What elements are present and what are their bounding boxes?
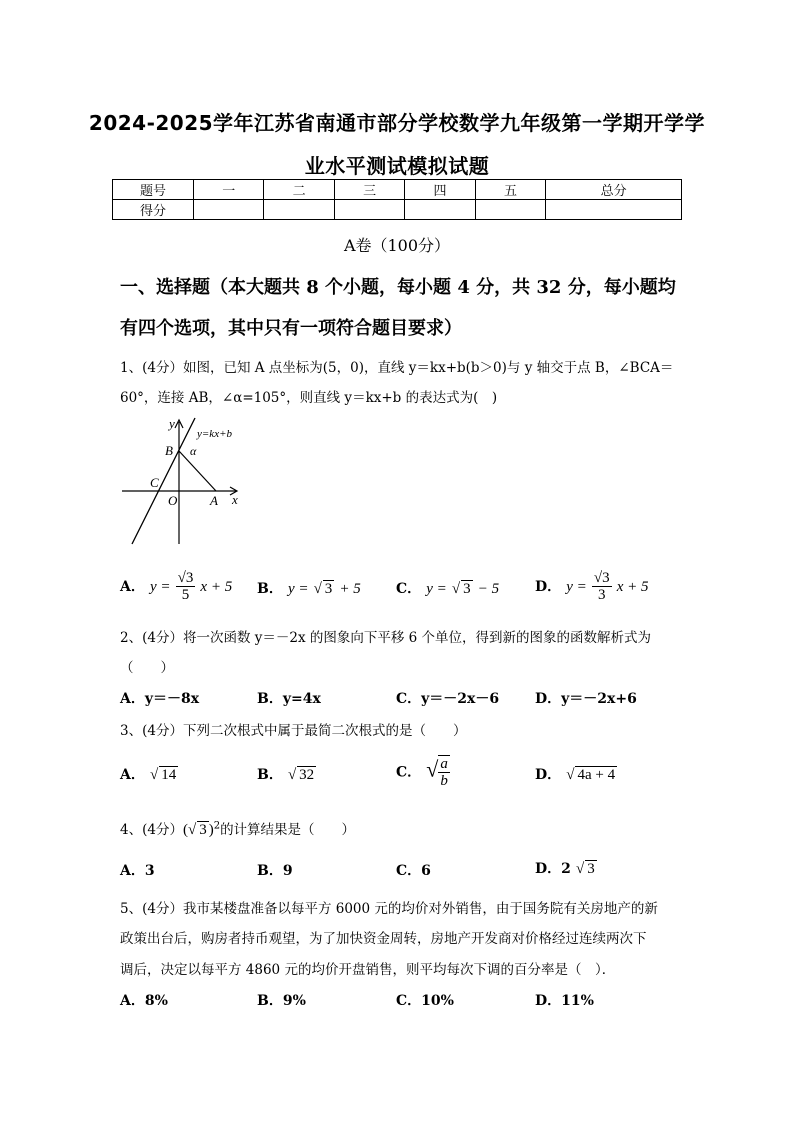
label-c: C xyxy=(150,475,159,490)
section-1-heading: 一、选择题（本大题共 8 个小题，每小题 4 分，共 32 分，每小题均 xyxy=(120,277,676,298)
question-3-option-b xyxy=(257,764,316,784)
question-1-option-c xyxy=(396,578,499,598)
score-cell xyxy=(475,200,545,220)
sqrt-radicand: 14 xyxy=(161,767,177,783)
fraction-denominator: b xyxy=(440,773,448,789)
score-cell xyxy=(334,200,404,220)
question-3-option-d xyxy=(535,764,617,784)
option-expr-lhs: y = xyxy=(426,581,447,597)
score-cell xyxy=(264,200,334,220)
question-1-option-b xyxy=(257,578,361,598)
score-table-row xyxy=(113,200,682,220)
sqrt-symbol: √ xyxy=(187,822,197,838)
sqrt-symbol: √ xyxy=(566,767,575,783)
question-5-text-cont: 政策出台后，购房者持币观望，为了加快资金周转，房地产开发商对价格经过连续两次下 xyxy=(120,931,647,947)
sqrt-symbol: √ xyxy=(575,861,585,877)
question-1-option-a xyxy=(120,570,232,603)
fraction-numerator: √3 xyxy=(177,570,194,586)
option-expr-rest: x + 5 xyxy=(616,579,649,595)
question-5-option-b: B．9% xyxy=(257,993,306,1009)
title-line-1: 2024-2025学年江苏省南通市部分学校数学九年级第一学期开学学 xyxy=(88,111,706,135)
score-cell: 二 xyxy=(264,180,334,200)
question-2-option-a: A．y＝－8x xyxy=(120,691,200,707)
sqrt-radicand: 3 xyxy=(324,581,333,597)
question-2-text-cont: （ ） xyxy=(120,660,174,676)
option-expr-lhs: y = xyxy=(287,581,309,597)
line-y-kx-b xyxy=(132,418,195,544)
option-fraction xyxy=(176,570,196,603)
label-line: y=kx+b xyxy=(197,428,232,440)
label-y: y xyxy=(169,416,175,431)
sqrt-radicand: 3 xyxy=(199,822,207,838)
score-table xyxy=(112,179,682,220)
question-5-text: 5、(4分）我市某楼盘准备以每平方 6000 元的均价对外销售，由于国务院有关房地产的新 xyxy=(120,901,658,917)
sqrt-symbol: √ xyxy=(451,581,461,597)
sqrt-fraction xyxy=(438,755,450,789)
sqrt-symbol: √ xyxy=(287,767,297,783)
option-letter: D． xyxy=(535,767,562,783)
option-label: D．2 xyxy=(535,861,571,877)
label-b: B xyxy=(165,443,173,458)
option-letter: A． xyxy=(120,579,145,595)
sqrt-radicand: 32 xyxy=(299,767,315,783)
expr-exponent: 2 xyxy=(213,820,221,832)
question-4-option-c: C．6 xyxy=(396,863,431,879)
score-cell xyxy=(194,200,264,220)
title-line-2: 业水平测试模拟试题 xyxy=(304,154,490,178)
question-5-text-cont2: 调后，决定以每平方 4860 元的均价开盘销售，则平均每次下调的百分率是（ ）． xyxy=(120,962,616,978)
sqrt-symbol: √ xyxy=(149,767,159,783)
score-cell: 题号 xyxy=(113,180,194,200)
option-expr-lhs: y = xyxy=(149,579,171,595)
score-cell: 得分 xyxy=(113,200,194,220)
option-letter: D． xyxy=(535,579,562,595)
question-5-option-d: D．11% xyxy=(535,993,594,1009)
label-x: x xyxy=(232,492,238,507)
option-expr-rest: − 5 xyxy=(477,581,500,597)
sqrt-radicand: 3 xyxy=(587,861,595,877)
option-letter: C． xyxy=(396,581,422,597)
sqrt-symbol: √ xyxy=(313,581,322,597)
question-5-option-c: C．10% xyxy=(396,993,454,1009)
fraction-numerator: a xyxy=(440,756,448,772)
score-cell: 总分 xyxy=(546,180,682,200)
question-4-prefix: 4、(4分） xyxy=(120,822,183,838)
sqrt-radicand: 3 xyxy=(463,581,471,597)
question-2-option-b: B．y=4x xyxy=(257,691,321,707)
label-o: O xyxy=(168,493,178,508)
score-cell xyxy=(405,200,475,220)
segment-ab xyxy=(179,451,216,491)
option-letter: B． xyxy=(257,767,283,783)
fraction-numerator: √3 xyxy=(593,570,610,586)
question-1-option-d xyxy=(535,570,648,603)
question-1-figure xyxy=(118,414,258,549)
expr-open-paren: ( xyxy=(182,822,188,838)
fraction-denominator: 5 xyxy=(181,587,190,603)
option-expr-rest: + 5 xyxy=(339,581,361,597)
label-a: A xyxy=(210,493,218,508)
question-3-option-a xyxy=(120,764,178,784)
sqrt-radicand: 4a + 4 xyxy=(577,767,616,783)
fraction-denominator: 3 xyxy=(597,587,606,603)
option-expr-lhs: y = xyxy=(566,579,587,595)
question-3-option-c xyxy=(396,755,450,789)
question-3-text: 3、(4分）下列二次根式中属于最简二次根式的是（ ） xyxy=(120,723,467,739)
question-1-text-cont: 60°，连接 AB，∠α=105°，则直线 y＝kx+b 的表达式为( ) xyxy=(120,390,498,406)
question-2-text: 2、(4分）将一次函数 y＝－2x 的图象向下平移 6 个单位，得到新的图象的函数解析式为 xyxy=(120,630,652,646)
sqrt-symbol: √ xyxy=(426,756,439,782)
question-1-text: 1、(4分）如图，已知 A 点坐标为(5，0)，直线 y＝kx+b(b＞0)与 y 轴交于点 B，∠BCA＝ xyxy=(120,360,674,376)
score-cell: 五 xyxy=(475,180,545,200)
section-a-heading: A卷（100分） xyxy=(343,236,451,255)
question-5-option-a: A．8% xyxy=(120,993,168,1009)
question-4-suffix: 的计算结果是（ ） xyxy=(220,822,356,838)
question-4-text xyxy=(120,818,355,839)
option-letter: B． xyxy=(257,581,283,597)
option-letter: C． xyxy=(396,764,422,781)
question-4-option-d xyxy=(535,858,597,878)
option-letter: A． xyxy=(120,767,145,783)
section-1-heading-cont: 有四个选项，其中只有一项符合题目要求） xyxy=(120,318,462,339)
label-alpha: α xyxy=(190,444,197,458)
option-fraction xyxy=(592,570,612,603)
question-2-option-c: C．y＝－2x－6 xyxy=(396,691,500,707)
question-4-option-a: A．3 xyxy=(120,863,155,879)
expr-close-paren: ) xyxy=(208,822,214,838)
score-cell: 一 xyxy=(194,180,264,200)
option-expr-rest: x + 5 xyxy=(200,579,233,595)
score-cell: 三 xyxy=(334,180,404,200)
score-table-header-row xyxy=(113,180,682,200)
question-4-option-b: B．9 xyxy=(257,863,293,879)
score-cell: 四 xyxy=(405,180,475,200)
score-cell xyxy=(546,200,682,220)
question-2-option-d: D．y＝－2x+6 xyxy=(535,691,637,707)
